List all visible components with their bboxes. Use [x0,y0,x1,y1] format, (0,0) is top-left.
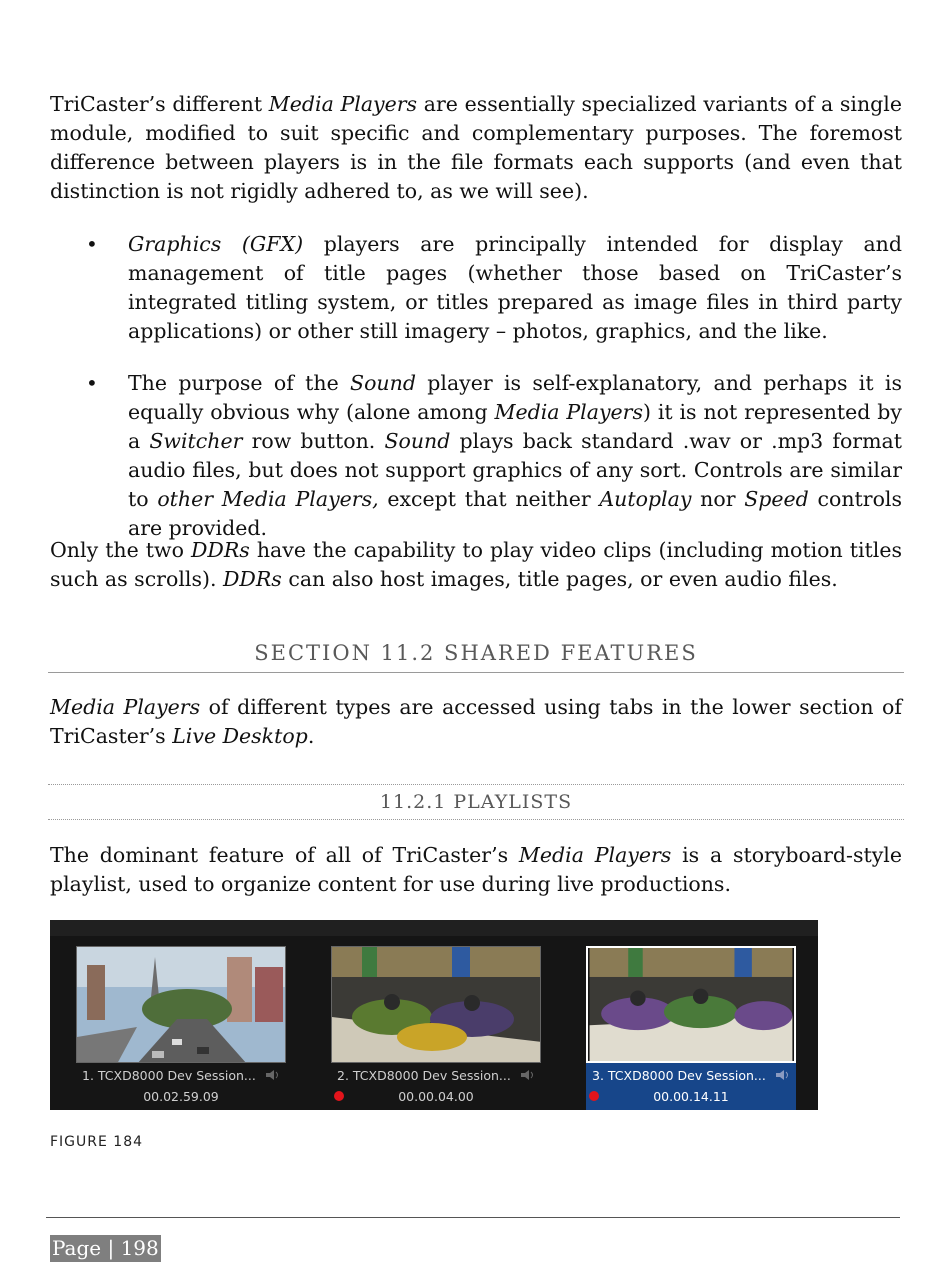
thumbnail-caption [331,1063,541,1110]
playlist-item[interactable] [331,946,541,1110]
footer-divider [46,1217,900,1218]
bullet-text: The purpose of the Sound player is self-explanatory, and perhaps it is equally obvious why (alone among Media Players) it is not represented by a Switcher row button. Sound plays back standard .wav or .mp3 format audio files, but does not support graphics of any sort. Controls are similar to other Media Players, except that neither Autoplay nor Speed controls are provided. [128,371,902,540]
intro-paragraph: TriCaster’s different Media Players are essentially specialized variants of a single module, modified to suit specific and complementary purposes. The foremost difference between players is in the file formats each supports (and even that distinction is not rigidly adhered to, as we will see). [50,92,902,203]
bullet-text: Graphics (GFX) players are principally intended for display and management of title pages (whether those based on TriCaster’s integrated titling system, or titles prepared as image files in third party applications) or other still imagery – photos, graphics, and the like. [128,232,902,343]
speaker-icon [774,1069,792,1081]
clip-title: 2. TCXD8000 Dev Session... [337,1068,511,1083]
playlist-item[interactable] [76,946,286,1110]
clip-title: 1. TCXD8000 Dev Session... [82,1068,256,1083]
bullet-item-graphics [86,230,902,346]
ddr-paragraph: Only the two DDRs have the capability to play video clips (including motion titles such as scrolls). DDRs can also host images, title pages, or even audio files. [50,538,902,591]
speaker-icon [264,1069,282,1081]
figure-caption: FIGURE 184 [50,1134,144,1150]
thumbnail-image [76,946,286,1063]
thumbnail-caption [586,1063,796,1110]
shared-features-paragraph: Media Players of different types are accessed using tabs in the lower section of TriCaster’s Live Desktop. [50,695,902,748]
playlist-paragraph: The dominant feature of all of TriCaster’s Media Players is a storyboard-style playlist, used to organize content for use during live productions. [50,843,902,896]
page-number: Page | 198 [52,1236,159,1260]
playlist-item-selected[interactable] [586,946,796,1110]
subsection-heading: 11.2.1 PLAYLISTS [48,784,904,820]
clip-title: 3. TCXD8000 Dev Session... [592,1068,766,1083]
thumbnail-image [331,946,541,1063]
bullet-marker: • [86,371,98,395]
playlist-figure [50,920,818,1110]
section-heading: SECTION 11.2 SHARED FEATURES [48,638,904,673]
clip-duration: 00.00.04.00 [398,1089,474,1104]
clip-duration: 00.02.59.09 [143,1089,219,1104]
thumbnail-image [586,946,796,1063]
thumbnail-caption [76,1063,286,1110]
bullet-item-sound [86,369,902,543]
speaker-icon [519,1069,537,1081]
clip-duration: 00.00.14.11 [653,1089,729,1104]
bullet-marker: • [86,232,98,256]
